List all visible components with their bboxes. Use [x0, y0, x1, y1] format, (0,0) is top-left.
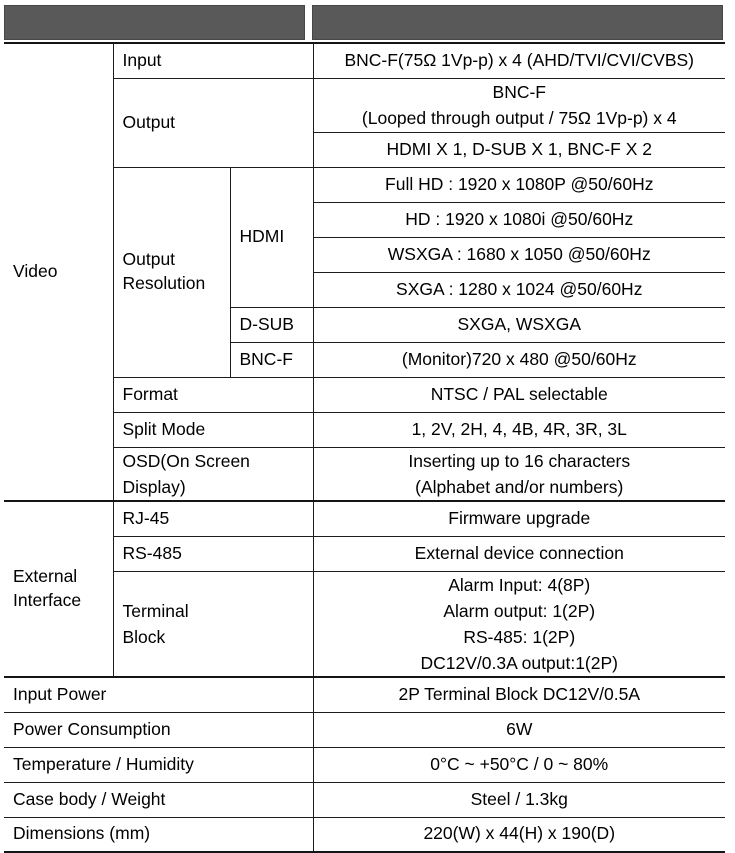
osd-label: [113, 447, 313, 501]
terminal-block-value: [313, 571, 725, 677]
table-header-left-cell: [4, 5, 305, 40]
power-consumption-value: 6W: [313, 712, 725, 747]
split-mode-value: 1, 2V, 2H, 4, 4B, 4R, 3R, 3L: [313, 412, 725, 447]
terminal-block-line1: Alarm Input: 4(8P): [448, 574, 591, 595]
temperature-humidity-value: 0°C ~ +50°C / 0 ~ 80%: [313, 747, 725, 782]
bncf-label: BNC-F: [230, 342, 313, 377]
terminal-block-label: [113, 571, 313, 677]
table-header-band: [4, 5, 723, 40]
temperature-humidity-label: Temperature / Humidity: [4, 747, 313, 782]
output-value-connectors: HDMI X 1, D-SUB X 1, BNC-F X 2: [313, 132, 725, 167]
hdmi-label: HDMI: [230, 167, 313, 307]
row-input-power: [4, 677, 725, 712]
osd-label-text: OSD(On Screen Display): [122, 450, 250, 497]
row-power-consumption: [4, 712, 725, 747]
rj45-label: RJ-45: [113, 501, 313, 536]
hdmi-value-hd: HD : 1920 x 1080i @50/60Hz: [313, 202, 725, 237]
terminal-block-line4: DC12V/0.3A output:1(2P): [420, 652, 618, 673]
hdmi-value-sxga: SXGA : 1280 x 1024 @50/60Hz: [313, 272, 725, 307]
spec-table: [4, 42, 725, 853]
hdmi-value-wsxga: WSXGA : 1680 x 1050 @50/60Hz: [313, 237, 725, 272]
power-consumption-label: Power Consumption: [4, 712, 313, 747]
case-weight-value: Steel / 1.3kg: [313, 782, 725, 817]
output-label: Output: [113, 78, 313, 167]
dsub-label: D-SUB: [230, 307, 313, 342]
row-rj45: [4, 501, 725, 536]
row-input: [4, 43, 725, 78]
terminal-block-line3: RS-485: 1(2P): [463, 626, 576, 647]
output-looped-line1: BNC-F: [492, 82, 546, 102]
row-rs485: [4, 536, 725, 571]
input-power-label: Input Power: [4, 677, 313, 712]
input-value: BNC-F(75Ω 1Vp-p) x 4 (AHD/TVI/CVI/CVBS): [313, 43, 725, 78]
bncf-value: (Monitor)720 x 480 @50/60Hz: [313, 342, 725, 377]
osd-value: [313, 447, 725, 501]
input-power-value: 2P Terminal Block DC12V/0.5A: [313, 677, 725, 712]
row-split-mode: [4, 412, 725, 447]
terminal-block-label-text: Terminal Block: [122, 600, 189, 647]
row-hdmi-fullhd: [4, 167, 725, 202]
video-section-label: Video: [4, 43, 113, 501]
dsub-value: SXGA, WSXGA: [313, 307, 725, 342]
format-value: NTSC / PAL selectable: [313, 377, 725, 412]
rj45-value: Firmware upgrade: [313, 501, 725, 536]
input-label: Input: [113, 43, 313, 78]
format-label: Format: [113, 377, 313, 412]
row-case-weight: [4, 782, 725, 817]
hdmi-value-fullhd: Full HD : 1920 x 1080P @50/60Hz: [313, 167, 725, 202]
row-osd: [4, 447, 725, 501]
row-output-looped: [4, 78, 725, 132]
output-value-looped: [313, 78, 725, 132]
terminal-block-line2: Alarm output: 1(2P): [443, 600, 596, 621]
rs485-label: RS-485: [113, 536, 313, 571]
dimensions-label: Dimensions (mm): [4, 817, 313, 852]
osd-value-line1: Inserting up to 16 characters: [408, 450, 631, 471]
row-temperature-humidity: [4, 747, 725, 782]
output-resolution-label: Output Resolution: [113, 167, 230, 377]
dimensions-value: 220(W) x 44(H) x 190(D): [313, 817, 725, 852]
output-looped-line2: (Looped through output / 75Ω 1Vp-p) x 4: [361, 108, 677, 128]
rs485-value: External device connection: [313, 536, 725, 571]
case-weight-label: Case body / Weight: [4, 782, 313, 817]
split-mode-label: Split Mode: [113, 412, 313, 447]
external-interface-section-label: External Interface: [4, 501, 113, 677]
row-terminal-block: [4, 571, 725, 677]
row-dimensions: [4, 817, 725, 852]
table-header-right-cell: [312, 5, 723, 40]
row-format: [4, 377, 725, 412]
osd-value-line2: (Alphabet and/or numbers): [415, 476, 624, 497]
